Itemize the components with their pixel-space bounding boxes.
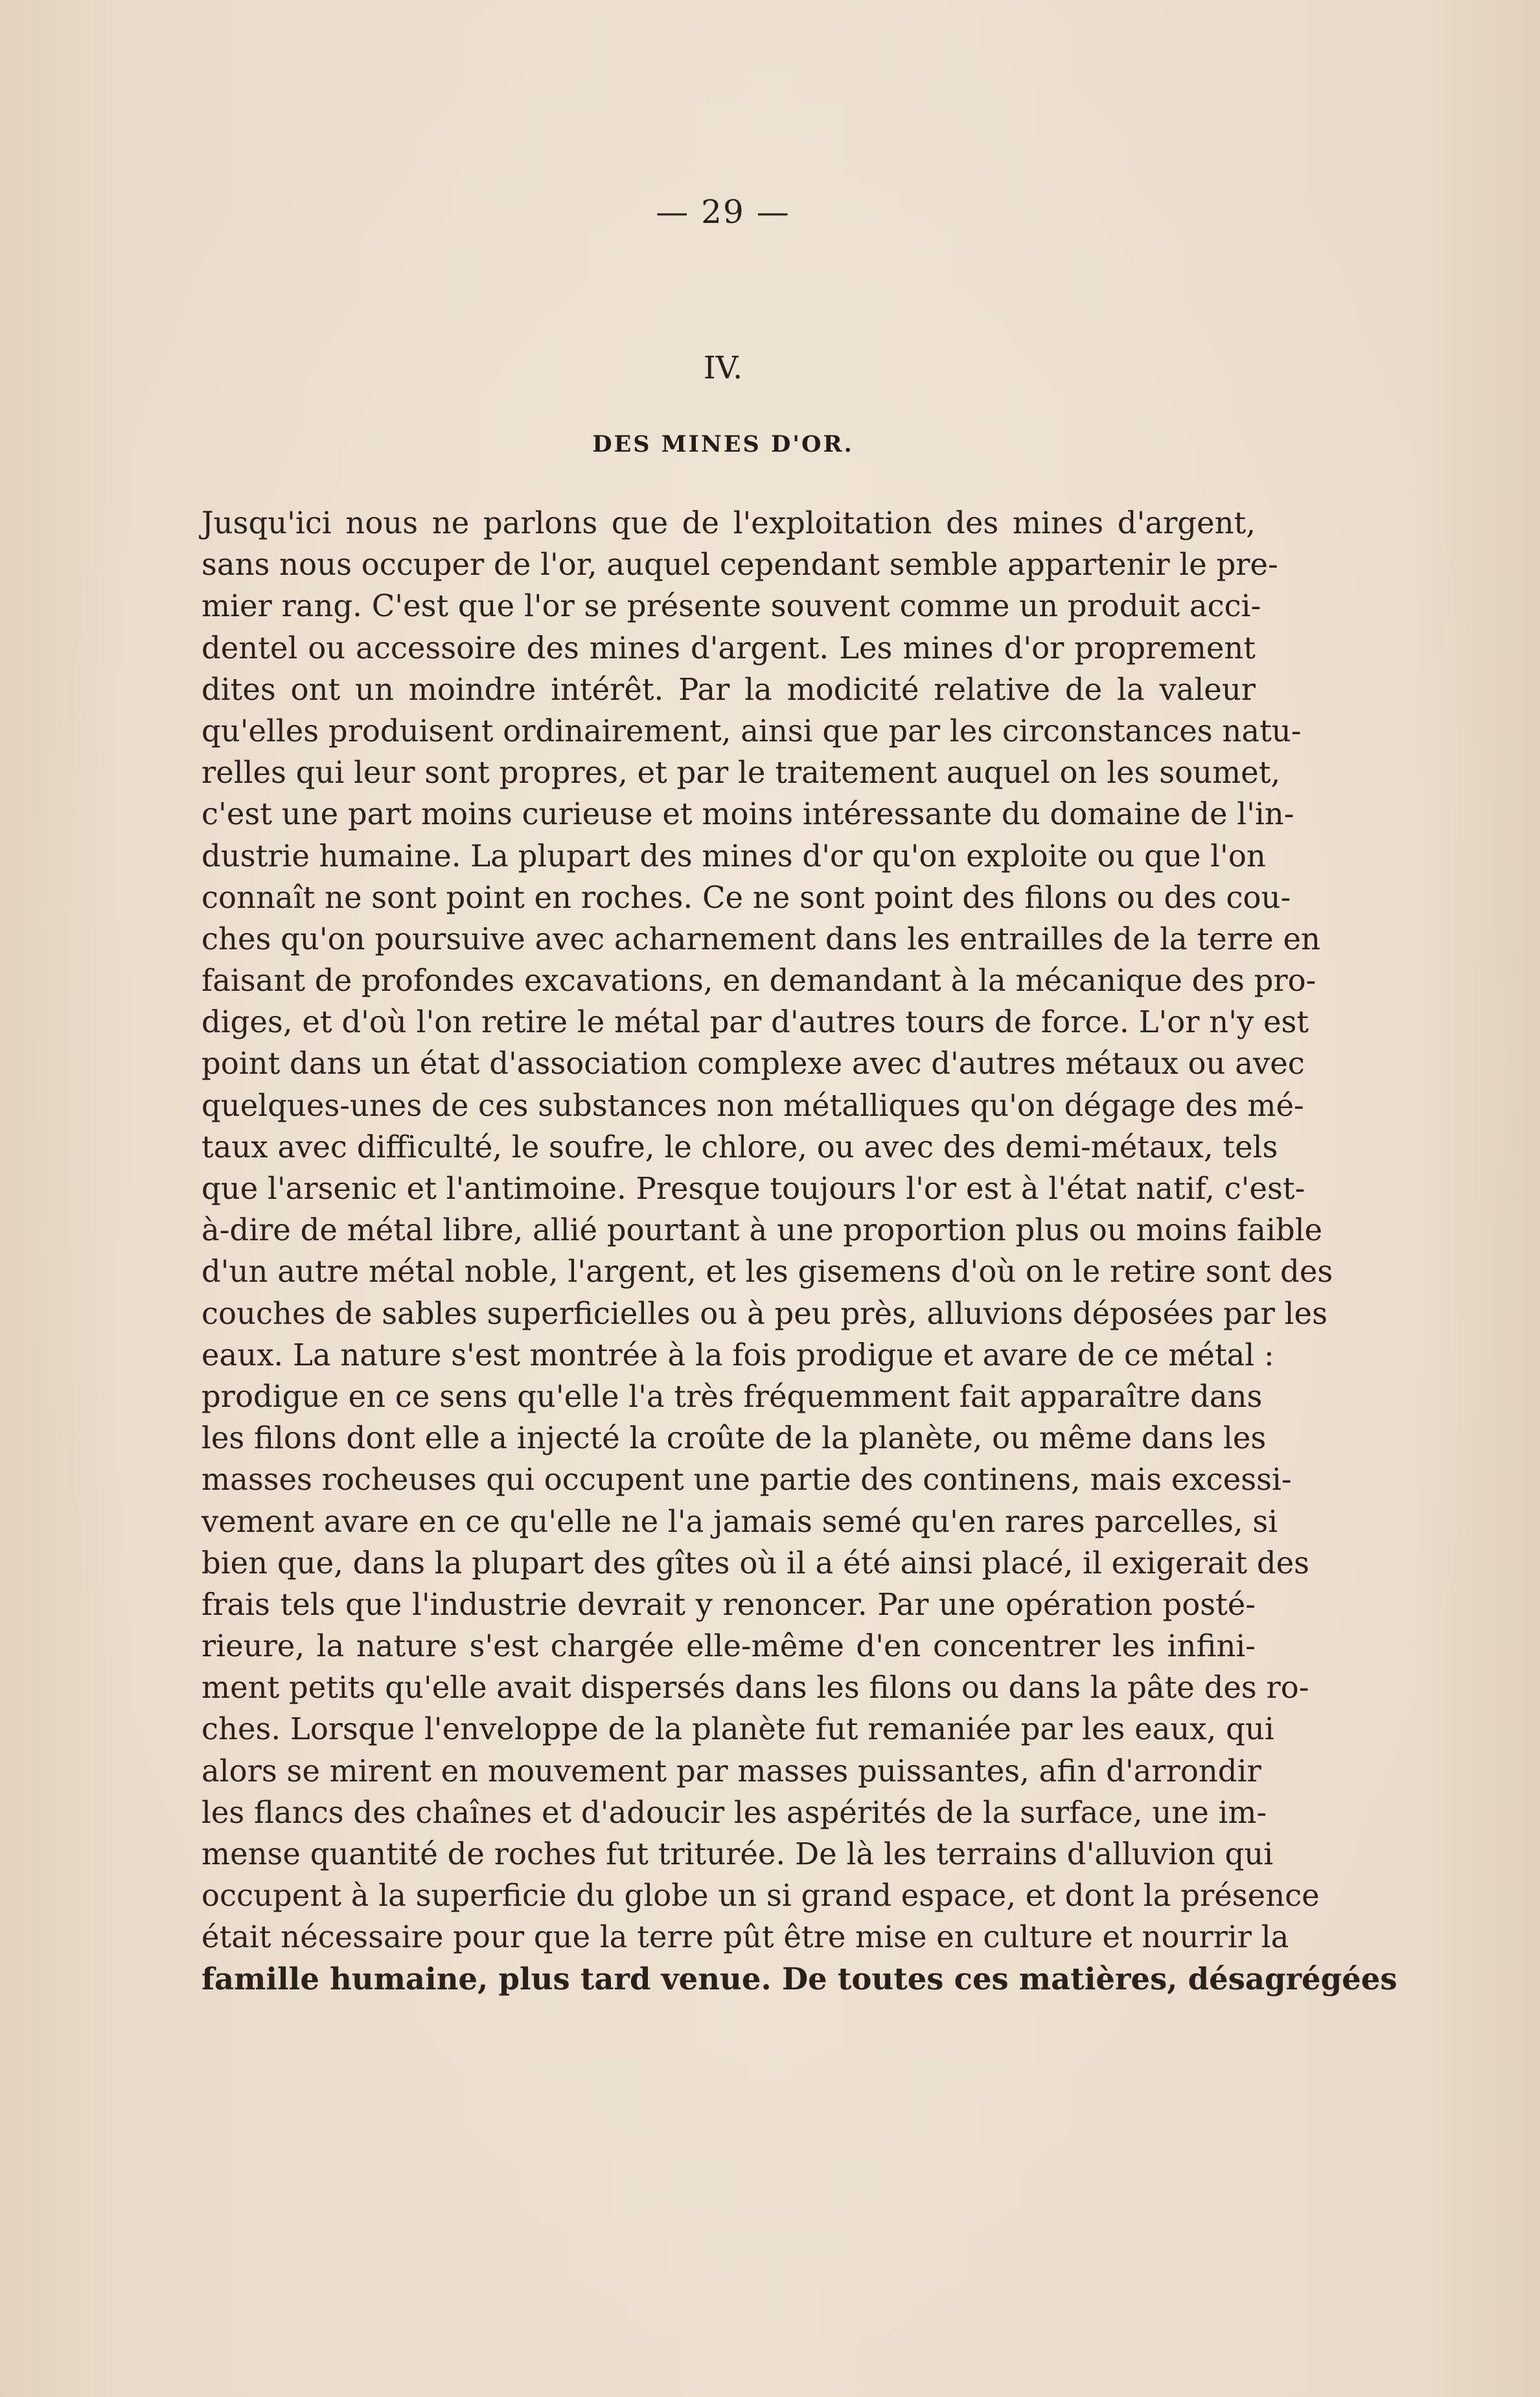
text-line: point dans un état d'association complexe avec d'autres métaux ou avec: [201, 1046, 1305, 1082]
text-line: alors se mirent en mouvement par masses puissantes, afin d'arrondir: [201, 1753, 1261, 1789]
text-line: à-dire de métal libre, allié pourtant à une proportion plus ou moins faible: [201, 1212, 1322, 1248]
text-line: frais tels que l'industrie devrait y renoncer. Par une opération posté-: [201, 1586, 1256, 1622]
text-line: dites ont un moindre intérêt. Par la modicité relative de la valeur: [201, 671, 1256, 707]
text-line: d'un autre métal noble, l'argent, et les gisemens d'où on le retire sont des: [201, 1254, 1333, 1290]
text-line: quelques-unes de ces substances non métalliques qu'on dégage des mé-: [201, 1087, 1304, 1123]
text-line: Jusqu'ici nous ne parlons que de l'exploitation des mines d'argent,: [201, 505, 1256, 540]
text-line: mier rang. C'est que l'or se présente souvent comme un produit acci-: [201, 588, 1261, 624]
text-line: que l'arsenic et l'antimoine. Presque toujours l'or est à l'état natif, c'est-: [201, 1171, 1305, 1206]
text-line: ment petits qu'elle avait dispersés dans les filons ou dans la pâte des ro-: [201, 1670, 1309, 1706]
text-line: connaît ne sont point en roches. Ce ne sont point des filons ou des cou-: [201, 879, 1291, 915]
text-line: qu'elles produisent ordinairement, ainsi que par les circonstances natu-: [201, 713, 1302, 748]
text-line: dentel ou accessoire des mines d'argent. Les mines d'or proprement: [201, 630, 1256, 666]
chapter-title: DES MINES D'OR.: [592, 431, 854, 457]
text-line: ches qu'on poursuive avec acharnement dans les entrailles de la terre en: [201, 921, 1320, 956]
text-line: mense quantité de roches fut triturée. De là les terrains d'alluvion qui: [201, 1836, 1274, 1871]
text-line: sans nous occuper de l'or, auquel cependant semble appartenir le pre-: [201, 547, 1278, 583]
text-line: prodigue en ce sens qu'elle l'a très fréquemment fait apparaître dans: [201, 1378, 1263, 1414]
text-line: eaux. La nature s'est montrée à la fois prodigue et avare de ce métal :: [201, 1337, 1274, 1372]
text-line: bien que, dans la plupart des gîtes où il a été ainsi placé, il exigerait des: [201, 1545, 1309, 1581]
text-line: les flancs des chaînes et d'adoucir les aspérités de la surface, une im-: [201, 1794, 1267, 1830]
text-line: taux avec difficulté, le soufre, le chlore, ou avec des demi-métaux, tels: [201, 1129, 1278, 1164]
text-line: faisant de profondes excavations, en demandant à la mécanique des pro-: [201, 963, 1316, 999]
page-number: — 29 —: [656, 193, 790, 231]
body-text: [201, 502, 1397, 2000]
text-line: dustrie humaine. La plupart des mines d'or qu'on exploite ou que l'on: [201, 838, 1266, 874]
text-line: les filons dont elle a injecté la croûte de la planète, ou même dans les: [201, 1420, 1267, 1456]
text-line: diges, et d'où l'on retire le métal par d'autres tours de force. L'or n'y est: [201, 1004, 1309, 1040]
text-line: vement avare en ce qu'elle ne l'a jamais semé qu'en rares parcelles, si: [201, 1503, 1278, 1539]
text-line: ches. Lorsque l'enveloppe de la planète fut remaniée par les eaux, qui: [201, 1711, 1274, 1747]
text-line: famille humaine, plus tard venue. De toutes ces matières, désagrégées: [201, 1960, 1397, 1997]
chapter-number: IV.: [703, 350, 743, 386]
text-line: c'est une part moins curieuse et moins intéressante du domaine de l'in-: [201, 796, 1294, 832]
text-line: était nécessaire pour que la terre pût être mise en culture et nourrir la: [201, 1919, 1289, 1955]
text-line: relles qui leur sont propres, et par le traitement auquel on les soumet,: [201, 755, 1281, 791]
text-line: occupent à la superficie du globe un si grand espace, et dont la présence: [201, 1878, 1320, 1914]
text-line: couches de sables superficielles ou à peu près, alluvions déposées par les: [201, 1295, 1327, 1331]
text-line: rieure, la nature s'est chargée elle-même d'en concentrer les infini-: [201, 1628, 1256, 1664]
text-line: masses rocheuses qui occupent une partie des continens, mais excessi-: [201, 1462, 1292, 1498]
